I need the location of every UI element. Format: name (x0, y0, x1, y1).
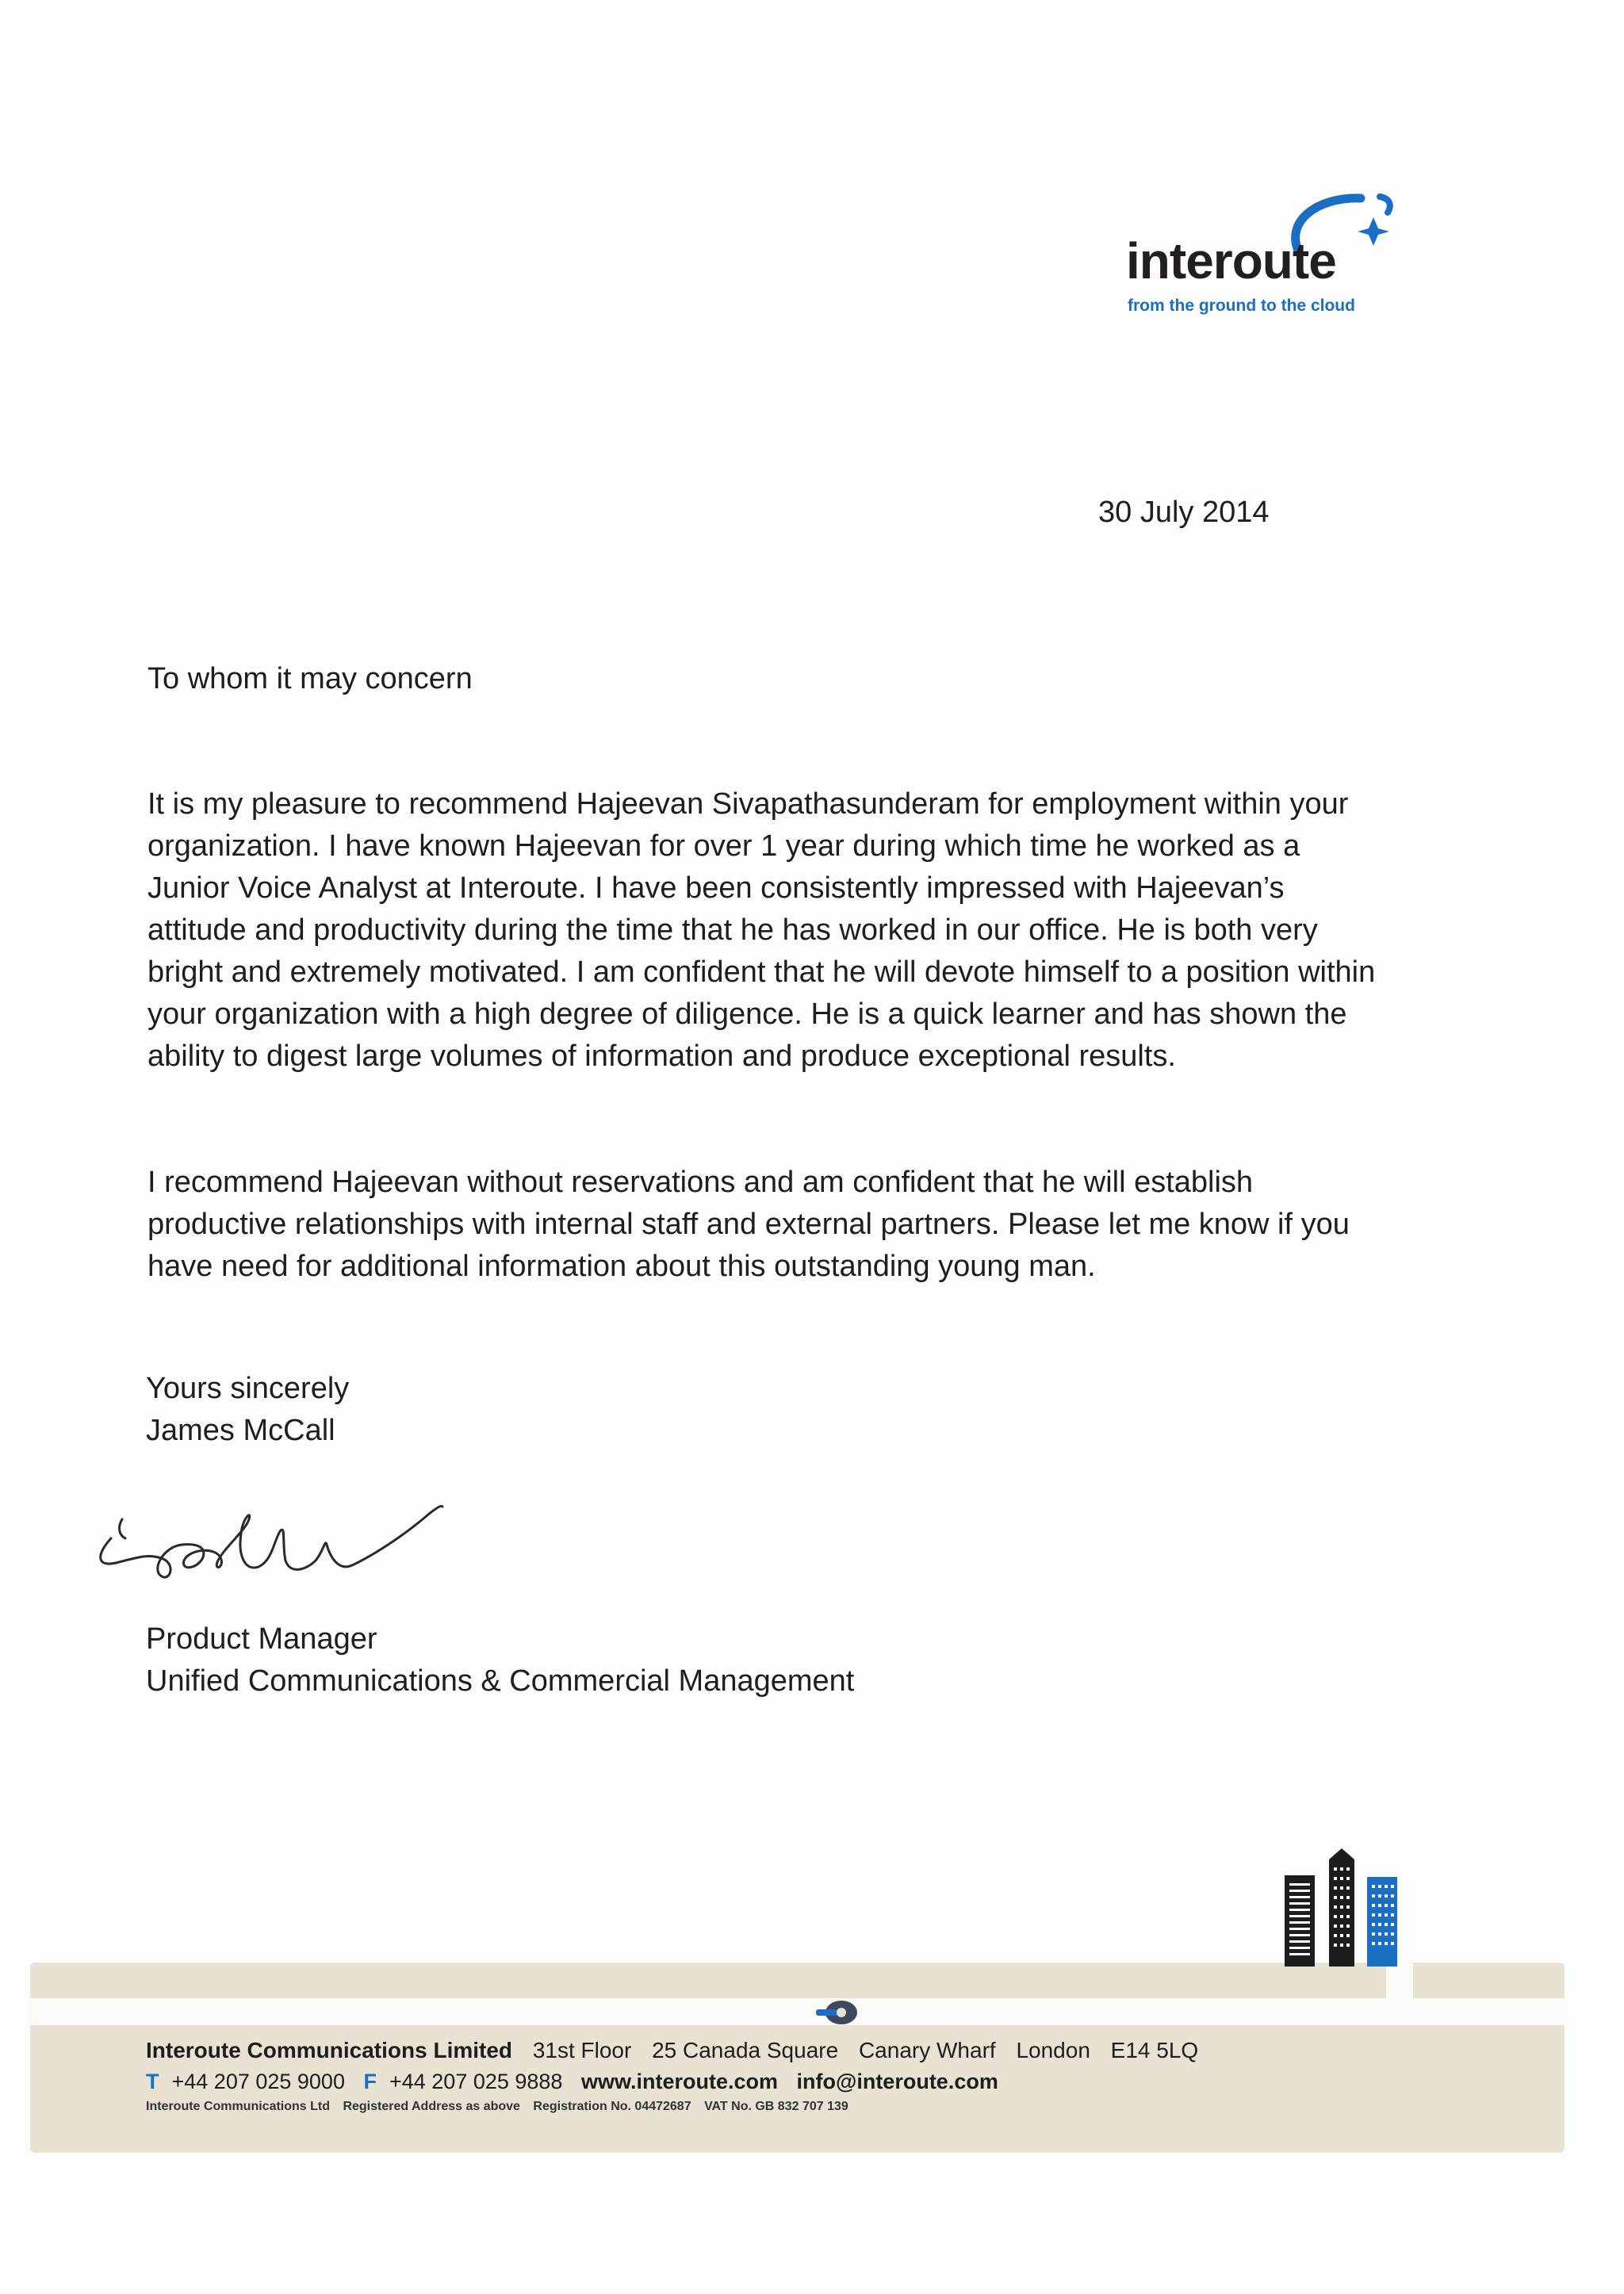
salutation: To whom it may concern (147, 662, 473, 695)
footer-registered: Registered Address as above (343, 2100, 520, 2113)
footer-postcode: E14 5LQ (1110, 2038, 1199, 2062)
footer-fax-label: F (363, 2070, 377, 2093)
buildings-icon (1285, 1844, 1419, 1967)
logo-tagline: from the ground to the cloud (1128, 297, 1355, 315)
footer-tel-label: T (146, 2070, 159, 2093)
paragraph-2-text: I recommend Hajeevan without reservations and am confident that he will establish productive relationships with internal staff and external partners. Please let me know if you have need for additional information about this outstanding young man. (147, 1166, 1350, 1283)
footer-website-link[interactable]: www.interoute.com (580, 2070, 778, 2093)
footer-city: London (1016, 2038, 1090, 2062)
footer-company: Interoute Communications Limited (146, 2038, 513, 2062)
logo-wordmark: interoute (1126, 232, 1336, 289)
handwritten-signature (87, 1483, 500, 1586)
footer-street: 25 Canada Square (652, 2038, 839, 2062)
footer-tel: +44 207 025 9000 (171, 2070, 345, 2093)
signer-name: James McCall (146, 1414, 335, 1447)
car-icon (813, 1998, 860, 2027)
interoute-logo (1126, 190, 1396, 325)
footer-legal-name: Interoute Communications Ltd (146, 2100, 330, 2113)
footer-road-connector (1386, 1959, 1413, 2014)
footer-address-line (146, 2038, 1212, 2063)
footer-road (30, 1998, 1565, 2025)
body-paragraph-1 (147, 783, 1385, 1078)
signer-department: Unified Communications & Commercial Management (146, 1664, 855, 1698)
footer-email-link[interactable]: info@interoute.com (796, 2070, 998, 2093)
footer-contact-line (146, 2070, 1011, 2094)
body-paragraph-2 (147, 1162, 1385, 1288)
footer-fax: +44 207 025 9888 (389, 2070, 563, 2093)
footer-legal-line (146, 2100, 858, 2114)
footer-area: Canary Wharf (858, 2038, 996, 2062)
closing: Yours sincerely (146, 1372, 350, 1405)
footer-floor: 31st Floor (532, 2038, 632, 2062)
footer-registration: Registration No. 04472687 (533, 2100, 691, 2113)
footer-vat: VAT No. GB 832 707 139 (704, 2100, 848, 2113)
paragraph-1-text: It is my pleasure to recommend Hajeevan Sivapathasunderam for employment within your organization. I have known Hajeevan for over 1 year during which time he worked as a Junior Voice Analyst at Interoute. I have been consistently impressed with Hajeevan’s attitude and productivity during the time that he has worked in our office. He is both very bright and extremely motivated. I am confident that he will devote himself to a position within your organization with a high degree of diligence. He is a quick learner and has shown the ability to digest large volumes of information and produce exceptional results. (147, 787, 1376, 1073)
signer-title: Product Manager (146, 1622, 377, 1656)
letter-date: 30 July 2014 (1098, 496, 1270, 529)
